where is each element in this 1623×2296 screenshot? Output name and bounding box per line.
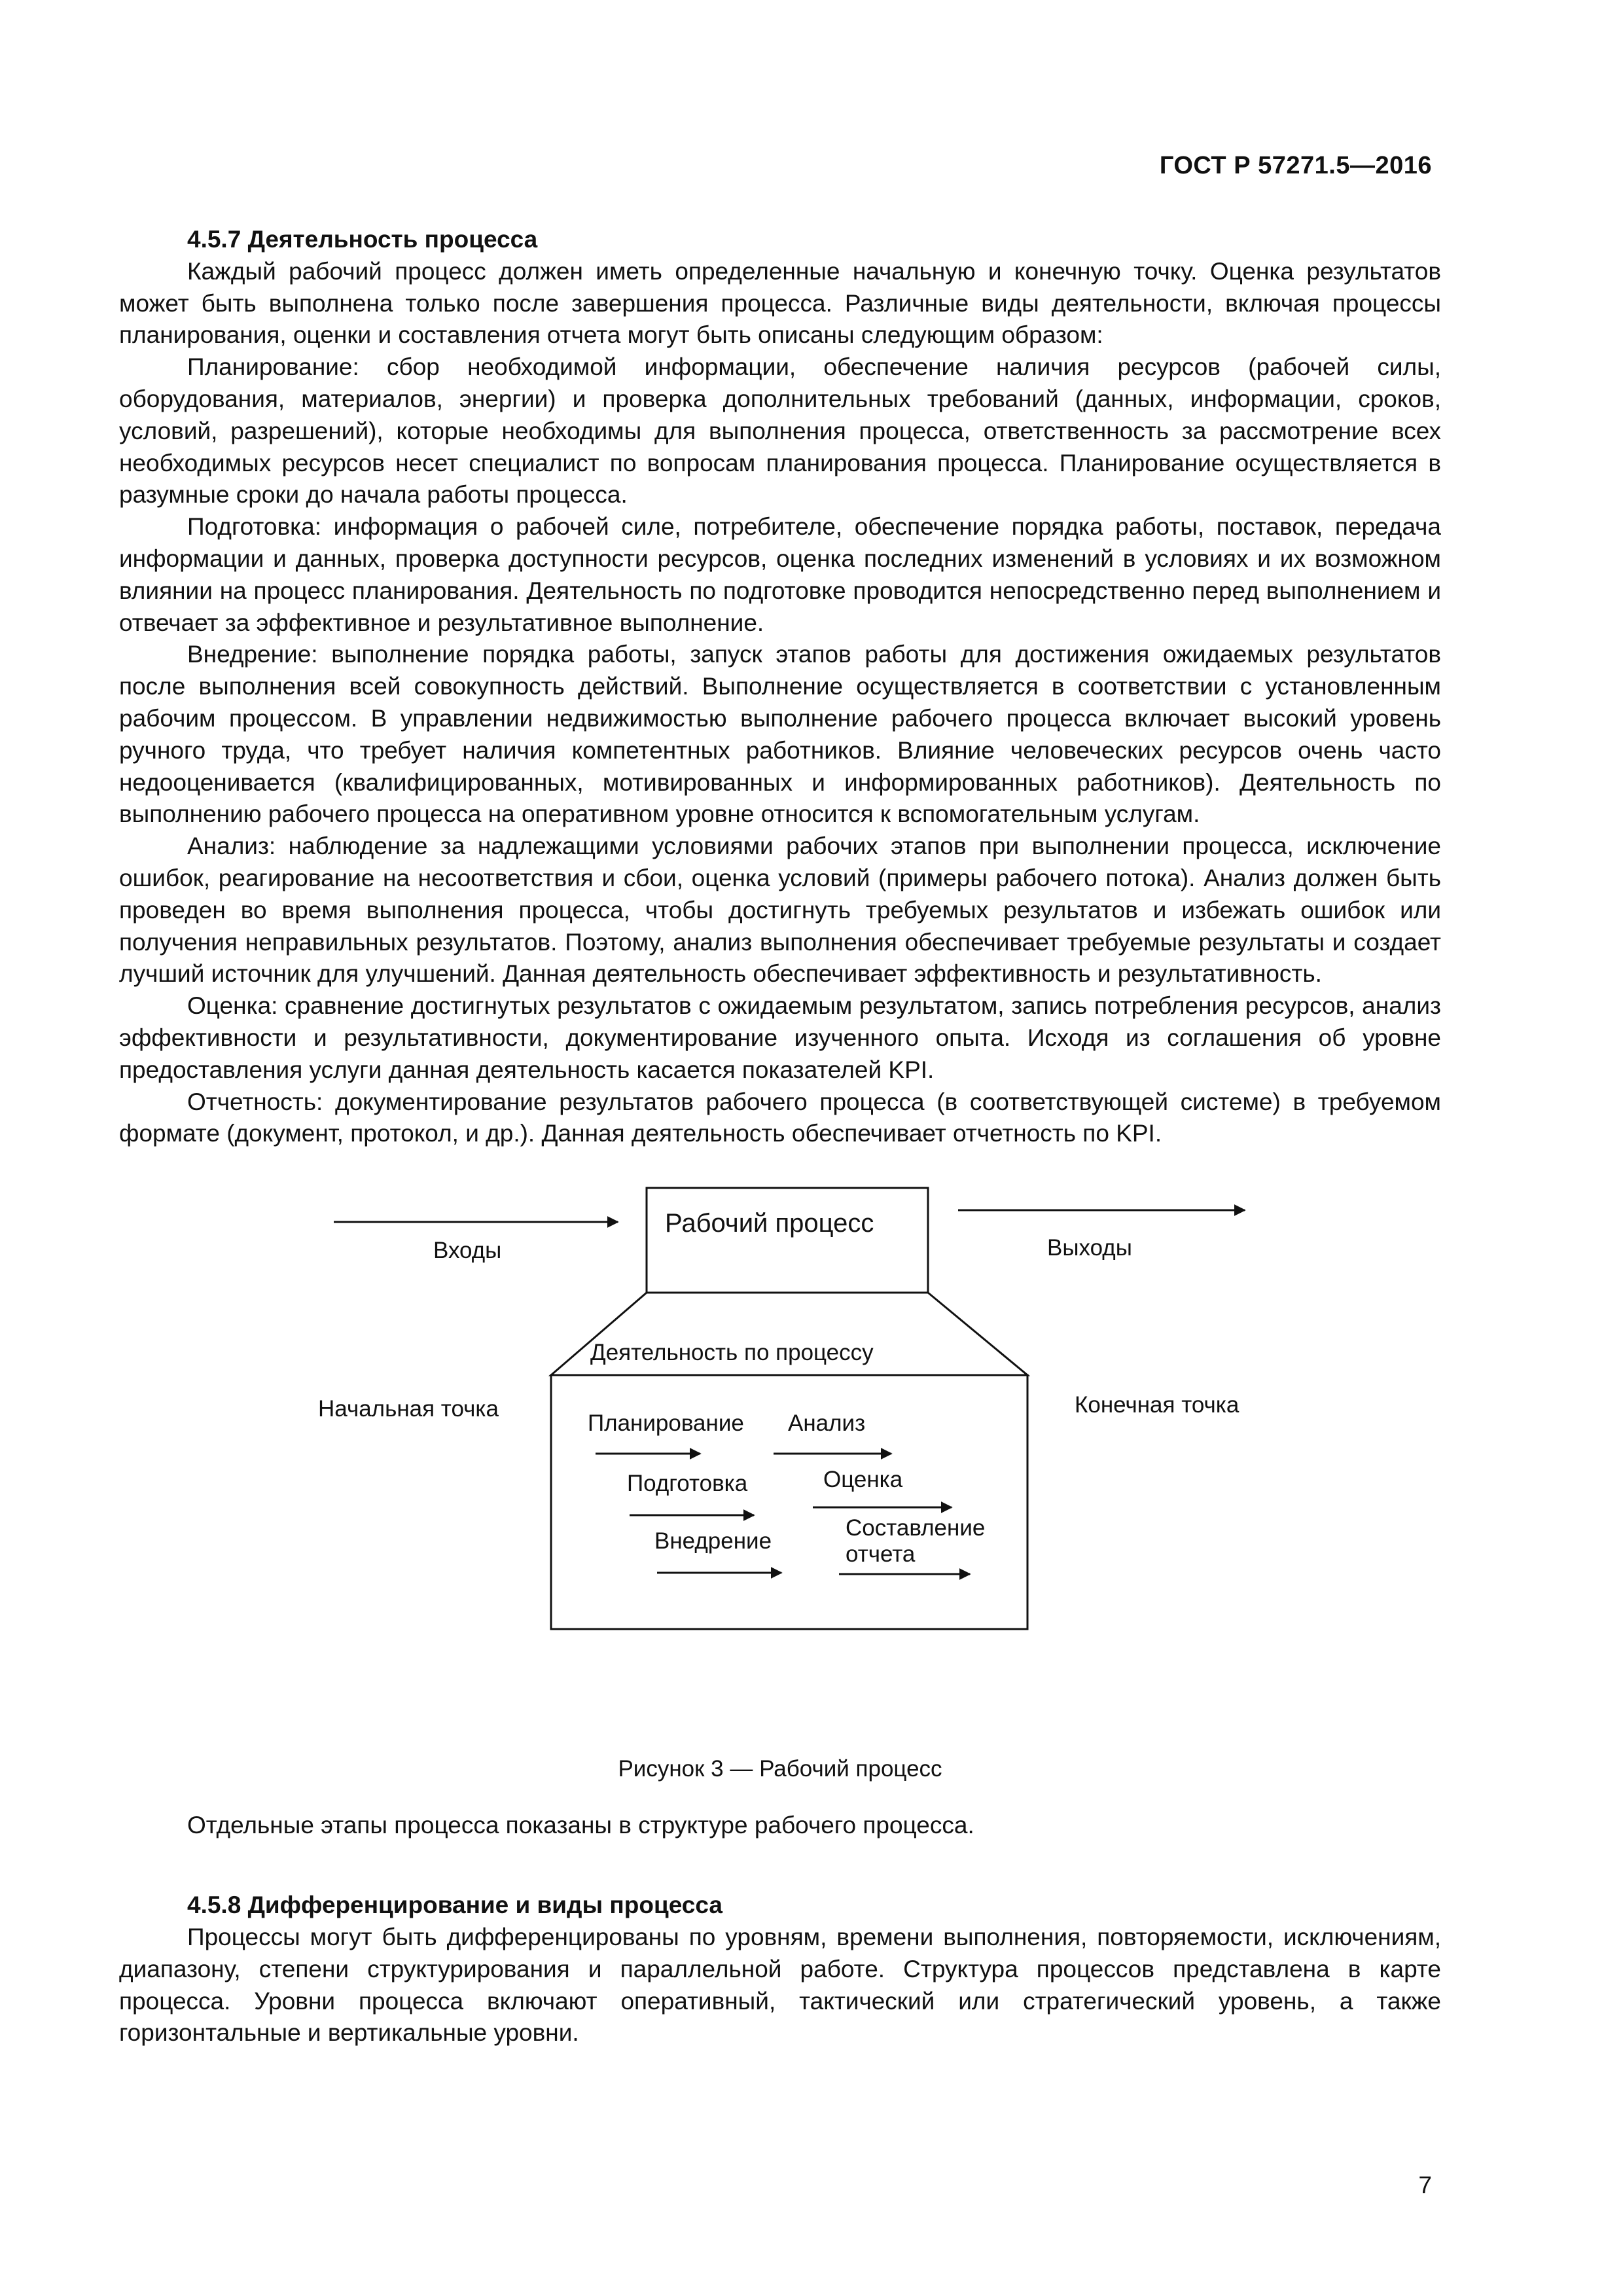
paragraph-evaluation: Оценка: сравнение достигнутых результатов с ожидаемым результатом, запись потребления ресурсов, анализ эффективности и результативности, документирование изученного опыта. Исходя из соглашения об уровне предоставления услуги данная деятельность касается показателей KPI. [119, 992, 1441, 1083]
paragraph-reporting: Отчетность: документирование результатов рабочего процесса (в соответствующей системе) в требуемом формате (документ, протокол, и др.). Данная деятельность обеспечивает отчетность по KPI. [119, 1088, 1441, 1147]
section-title-458: 4.5.8 Дифференцирование и виды процесса [187, 1892, 722, 1919]
reporting-label-line2: отчета [846, 1541, 916, 1568]
process-box [647, 1188, 928, 1293]
paragraph-planning: Планирование: сбор необходимой информации, обеспечение наличия ресурсов (рабочей силы, оборудования, материалов, энергии) и проверка дополнительных требований (данных, информации, сроков, условий, разрешений), которые необходимы для выполнения процесса, ответственность за рассмотрение всех необходимых ресурсов несет специалист по вопросам планирования процесса. Планирование осуществляется в разумные сроки до начала работы процесса. [119, 353, 1441, 509]
page-number: 7 [1418, 2172, 1432, 2198]
implementation-label: Внедрение [654, 1528, 772, 1554]
paragraph-analysis: Анализ: наблюдение за надлежащими условиями рабочих этапов при выполнении процесса, исключение ошибок, реагирование на несоответствия и сбои, оценка условий (примеры рабочего потока). Анализ должен быть проведен во время выполнения процесса, чтобы достигнуть требуемых результатов и избежать ошибок или получения неправильных результатов. Поэтому, анализ выполнения обеспечивает требуемые результаты и создает лучший источник для улучшений. Данная деятельность обеспечивает эффективность и результативность. [119, 833, 1441, 988]
paragraph: Каждый рабочий процесс должен иметь определенные начальную и конечную точку. Оценка результатов может быть выполнена только после завершения процесса. Различные виды деятельности, включая процессы планирования, оценки и составления отчета могут быть описаны следующим образом: [119, 257, 1441, 349]
outputs-label: Выходы [1047, 1235, 1132, 1261]
paragraph-after-figure: Отдельные этапы процесса показаны в структуре рабочего процесса. [187, 1812, 974, 1839]
process-label: Рабочий процесс [665, 1209, 874, 1238]
start-point-label: Начальная точка [318, 1396, 499, 1422]
section-title-457: 4.5.7 Деятельность процесса [187, 226, 538, 253]
paragraph-differentiation: Процессы могут быть дифференцированы по уровням, времени выполнения, повторяемости, исключениям, диапазону, степени структурирования и параллельной работе. Структура процессов представлена в карте процесса. Уровни процесса включают оперативный, тактический или стратегический уровень, а также горизонтальные и вертикальные уровни. [119, 1923, 1441, 2047]
document-header-standard-id: ГОСТ Р 57271.5—2016 [1159, 152, 1432, 179]
diagram-graphics [119, 1175, 1441, 1751]
end-point-label: Конечная точка [1075, 1392, 1240, 1418]
inputs-label: Входы [433, 1238, 502, 1264]
work-process-diagram [119, 1175, 1441, 1751]
evaluation-label: Оценка [823, 1467, 903, 1493]
page-content [119, 224, 1441, 2049]
activity-label: Деятельность по процессу [590, 1340, 874, 1366]
reporting-label-line1: Составление [846, 1515, 986, 1541]
paragraph-preparation: Подготовка: информация о рабочей силе, потребителе, обеспечение порядка работы, поставок, передача информации и данных, проверка доступности ресурсов, оценка последних изменений в условиях и их возможном влиянии на процесс планирования. Деятельность по подготовке проводится непосредственно перед выполнением и отвечает за эффективное и результативное выполнение. [119, 513, 1441, 636]
paragraph-implementation: Внедрение: выполнение порядка работы, запуск этапов работы для достижения ожидаемых результатов после выполнения всей совокупность действий. Выполнение осуществляется в соответствии с установленным рабочим процессом. В управлении недвижимостью выполнение рабочего процесса включает высокий уровень ручного труда, что требует наличия компетентных работников. Влияние человеческих ресурсов очень часто недооценивается (квалифицированных, мотивированных и информированных работников). Деятельность по выполнению рабочего процесса на оперативном уровне относится к вспомогательным услугам. [119, 641, 1441, 828]
planning-label: Планирование [588, 1410, 744, 1437]
figure-caption: Рисунок 3 — Рабочий процесс [618, 1756, 942, 1782]
preparation-label: Подготовка [627, 1471, 748, 1497]
analysis-label: Анализ [788, 1410, 866, 1437]
